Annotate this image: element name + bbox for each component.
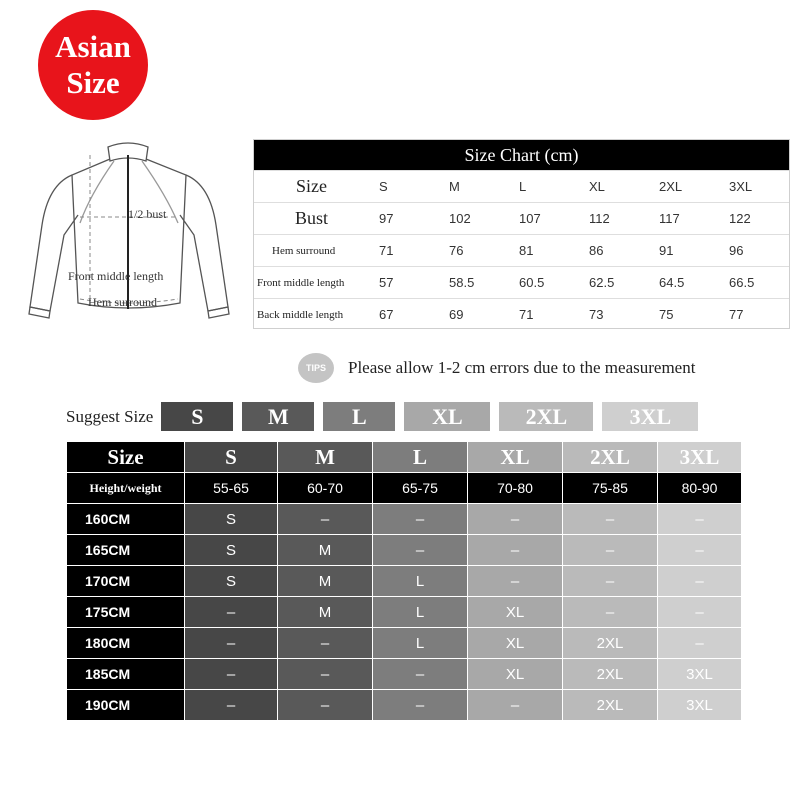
size-cell: 2XL	[563, 628, 658, 659]
height-weight-label: Height/weight	[67, 473, 185, 504]
size-cell: –	[468, 504, 563, 535]
size-cell: –	[658, 597, 742, 628]
cell: 71	[519, 307, 534, 322]
size-header-cell: M	[278, 442, 373, 473]
size-cell: –	[185, 628, 278, 659]
cell: 2XL	[659, 179, 683, 194]
size-chart-row	[254, 202, 789, 234]
size-header-cell: XL	[468, 442, 563, 473]
front-length-label: Front middle length	[68, 269, 164, 283]
size-cell: –	[658, 566, 742, 597]
cell: 76	[449, 243, 464, 258]
size-cell: –	[185, 597, 278, 628]
cell: 97	[379, 211, 394, 226]
hem-label: Hem surround	[88, 295, 157, 309]
size-cell: –	[373, 504, 468, 535]
size-chart-table	[253, 139, 790, 329]
size-cell: M	[278, 597, 373, 628]
size-cell: M	[278, 535, 373, 566]
cell: 3XL	[729, 179, 753, 194]
size-cell: –	[278, 659, 373, 690]
height-cell: 165CM	[67, 535, 185, 566]
size-chart-row	[254, 298, 789, 330]
suggest-size-3xl: 3XL	[602, 402, 698, 431]
size-cell: –	[278, 690, 373, 721]
size-cell: L	[373, 566, 468, 597]
size-recommendation-table	[66, 441, 742, 721]
cell: XL	[589, 179, 605, 194]
suggest-size-2xl: 2XL	[499, 402, 593, 431]
size-cell: –	[658, 535, 742, 566]
size-chart-row	[254, 170, 789, 202]
suggest-size-row	[66, 402, 707, 431]
size-cell: 3XL	[658, 690, 742, 721]
badge-line1: Asian	[55, 29, 131, 64]
badge-line2: Size	[66, 65, 120, 100]
height-cell: 180CM	[67, 628, 185, 659]
height-weight-row	[67, 473, 742, 504]
weight-range-cell: 70-80	[468, 473, 563, 504]
suggest-size-s: S	[161, 402, 233, 431]
size-cell: 2XL	[563, 659, 658, 690]
tips-note	[298, 353, 695, 383]
cell: 77	[729, 307, 744, 322]
bust-label: 1/2 bust	[128, 207, 167, 221]
tips-icon: TIPS	[298, 353, 334, 383]
table-row	[67, 566, 742, 597]
height-cell: 175CM	[67, 597, 185, 628]
size-cell: –	[563, 597, 658, 628]
size-chart-row	[254, 234, 789, 266]
cell: 58.5	[449, 275, 475, 290]
suggest-size-m: M	[242, 402, 314, 431]
table-row	[67, 628, 742, 659]
cell: L	[519, 179, 527, 194]
size-cell: –	[468, 690, 563, 721]
cell: 112	[589, 211, 610, 226]
jacket-illustration	[20, 135, 245, 335]
table-row	[67, 690, 742, 721]
size-cell: –	[468, 566, 563, 597]
size-cell: –	[658, 504, 742, 535]
cell: 75	[659, 307, 674, 322]
size-cell: –	[563, 566, 658, 597]
size-cell: –	[468, 535, 563, 566]
size-cell: XL	[468, 597, 563, 628]
weight-range-cell: 55-65	[185, 473, 278, 504]
size-cell: S	[185, 566, 278, 597]
cell: 62.5	[589, 275, 615, 290]
weight-range-cell: 80-90	[658, 473, 742, 504]
row-label: Bust	[294, 208, 328, 228]
size-cell: L	[373, 628, 468, 659]
suggest-size-label: Suggest Size	[66, 406, 154, 426]
cell: 71	[379, 243, 394, 258]
size-chart-title: Size Chart (cm)	[254, 140, 789, 170]
cell: 73	[589, 307, 604, 322]
cell: 60.5	[519, 275, 545, 290]
size-cell: –	[185, 690, 278, 721]
table-row	[67, 504, 742, 535]
height-cell: 190CM	[67, 690, 185, 721]
size-cell: S	[185, 504, 278, 535]
corner-cell: Size	[67, 442, 185, 473]
size-cell: –	[563, 504, 658, 535]
cell: 86	[589, 243, 604, 258]
height-cell: 185CM	[67, 659, 185, 690]
cell: 117	[659, 211, 680, 226]
size-cell: XL	[468, 628, 563, 659]
table-row	[67, 597, 742, 628]
row-label: Back middle length	[257, 308, 344, 321]
size-cell: S	[185, 535, 278, 566]
size-cell: –	[373, 659, 468, 690]
suggest-size-l: L	[323, 402, 395, 431]
cell: 67	[379, 307, 394, 322]
height-cell: 160CM	[67, 504, 185, 535]
size-cell: –	[373, 690, 468, 721]
size-cell: –	[185, 659, 278, 690]
cell: 81	[519, 243, 534, 258]
row-label: Size	[296, 176, 327, 196]
cell: 96	[729, 243, 744, 258]
size-cell: 3XL	[658, 659, 742, 690]
cell: 91	[659, 243, 674, 258]
size-cell: –	[278, 628, 373, 659]
size-cell: –	[563, 535, 658, 566]
size-chart-row	[254, 266, 789, 298]
cell: S	[379, 179, 388, 194]
row-label: Hem surround	[272, 244, 336, 257]
size-cell: –	[278, 504, 373, 535]
size-cell: M	[278, 566, 373, 597]
table-row	[67, 659, 742, 690]
cell: 102	[449, 211, 471, 226]
cell: 122	[729, 211, 751, 226]
tips-text: Please allow 1-2 cm errors due to the measurement	[348, 358, 696, 377]
size-header-cell: 3XL	[658, 442, 742, 473]
size-header-cell: L	[373, 442, 468, 473]
size-header-cell: 2XL	[563, 442, 658, 473]
cell: 66.5	[729, 275, 755, 290]
cell: M	[449, 179, 460, 194]
cell: 107	[519, 211, 541, 226]
height-cell: 170CM	[67, 566, 185, 597]
cell: 64.5	[659, 275, 685, 290]
cell: 69	[449, 307, 464, 322]
row-label: Front middle length	[257, 276, 345, 289]
table-row	[67, 535, 742, 566]
size-header-cell: S	[185, 442, 278, 473]
size-cell: XL	[468, 659, 563, 690]
suggest-size-xl: XL	[404, 402, 490, 431]
cell: 57	[379, 275, 394, 290]
asian-size-badge	[38, 10, 148, 120]
weight-range-cell: 75-85	[563, 473, 658, 504]
weight-range-cell: 65-75	[373, 473, 468, 504]
size-cell: 2XL	[563, 690, 658, 721]
size-cell: –	[658, 628, 742, 659]
size-cell: –	[373, 535, 468, 566]
weight-range-cell: 60-70	[278, 473, 373, 504]
size-cell: L	[373, 597, 468, 628]
header-row	[67, 442, 742, 473]
